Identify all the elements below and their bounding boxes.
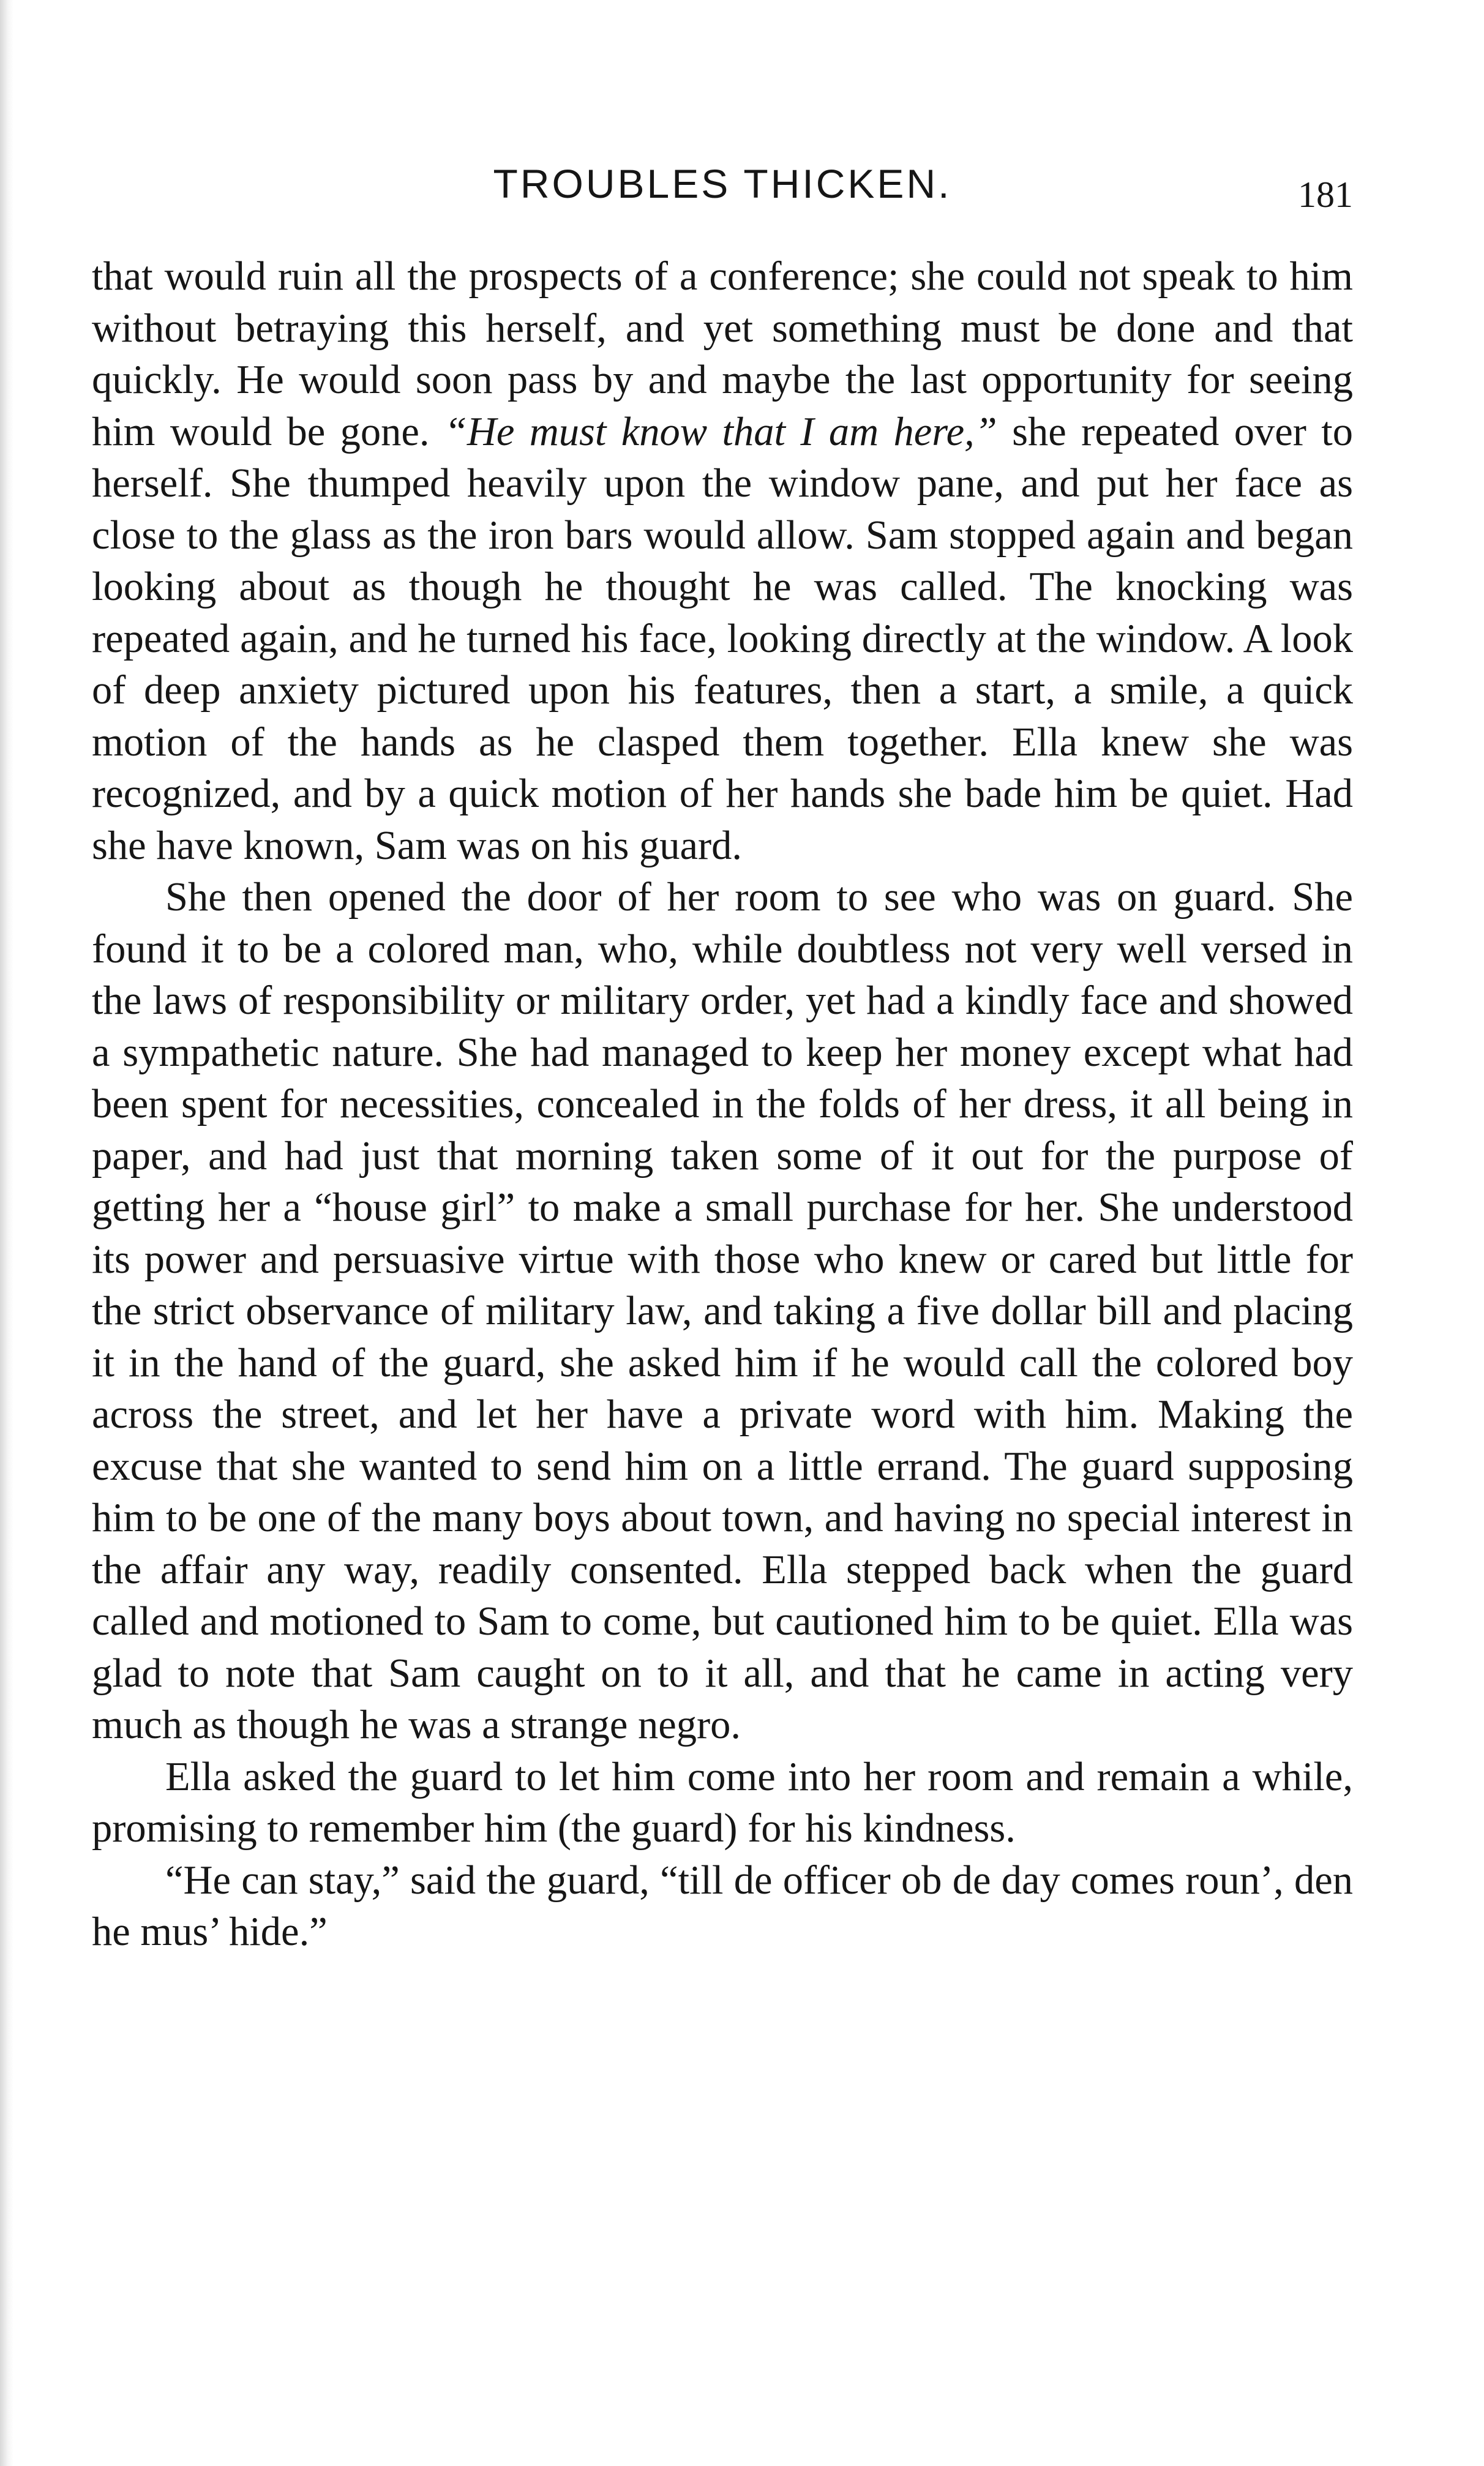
paragraph-text: that would ruin all the prospects of a conference; she could not speak to him without betraying this herself, and yet something must be done and that quickly. He would soon pass by and maybe the last opportunity for seeing him would be gone. <box>92 254 1353 454</box>
italic-quote: “He must know that I am here,” <box>444 409 997 454</box>
running-header <box>92 156 1353 215</box>
running-title: TROUBLES THICKEN. <box>493 161 952 206</box>
page-number: 181 <box>1298 174 1353 215</box>
paragraph: “He can stay,” said the guard, “till de officer ob de day comes roun’, den he mus’ hide.” <box>92 1857 1353 1954</box>
page-edge-shadow <box>0 0 13 2466</box>
paragraph-text: she repeated over to herself. She thumped heavily upon the window pane, and put her face as close to the glass as the iron bars would allow. Sam stopped again and began looking about as though he thought he was called. The knocking was repeated again, and he turned his face, looking directly at the window. A look of deep anxiety pictured upon his features, then a start, a smile, a quick motion of the hands as he clasped them together. Ella knew she was recognized, and by a quick motion of her hands she bade him be quiet. Had she have known, Sam was on his guard. <box>92 409 1354 868</box>
paragraph: Ella asked the guard to let him come into her room and remain a while, promising to remember him (the guard) for his kindness. <box>92 1754 1353 1851</box>
paragraph: She then opened the door of her room to see who was on guard. She found it to be a colored man, who, while doubtless not very well versed in the laws of responsibility or military order, yet had a kindly face and showed a sympathetic nature. She had managed to keep her money except what had been spent for necessities, concealed in the folds of her dress, it all being in paper, and had just that morning taken some of it out for the purpose of getting her a “house girl” to make a small purchase for her. She understood its power and persuasive virtue with those who knew or cared but little for the strict observance of military law, and taking a five dollar bill and placing it in the hand of the guard, she asked him if he would call the colored boy across the street, and let her have a private word with him. Making the excuse that she wanted to send him on a little errand. The guard supposing him to be one of the many boys about town, and having no special interest in the affair any way, readily consented. Ella stepped back when the guard called and motioned to Sam to come, but cautioned him to be quiet. Ella was glad to note that Sam caught on to it all, and that he came in acting very much as though he was a strange negro. <box>92 875 1353 1747</box>
body-text <box>92 251 1353 1958</box>
paragraph-continued <box>92 251 1353 872</box>
